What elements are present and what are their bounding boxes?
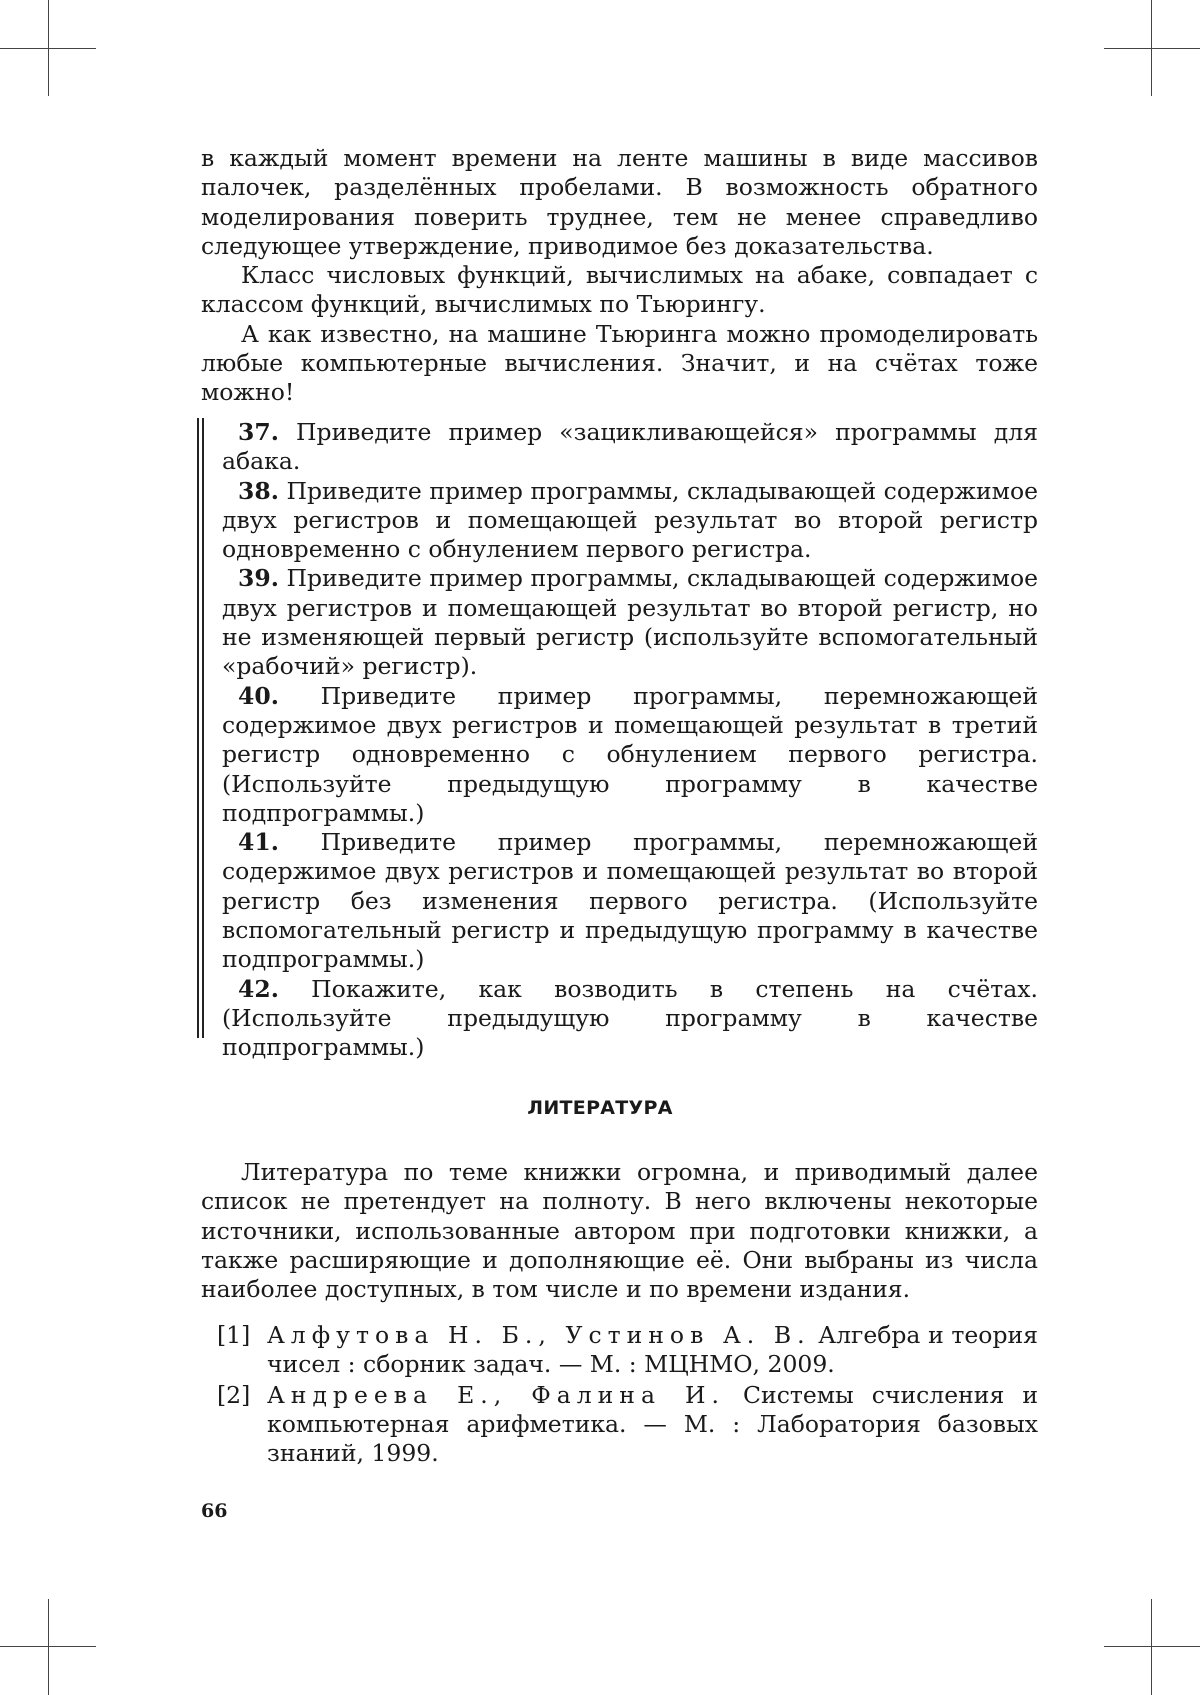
exercise-text: Приведите пример программы, перемножающей содержимое двух регистров и помещающей результат во второй регистр без изменения первого регистра. (Используйте вспомогательный регистр и предыдущую программу в качестве подпрограммы.): [222, 828, 1038, 973]
exercise-item: [222, 564, 1038, 681]
exercise-item: [222, 975, 1038, 1063]
reference-text: Алгебра и теория чисел : сборник задач. — М. : МЦНМО, 2009.: [267, 1321, 1038, 1378]
exercise-text: Приведите пример программы, складывающей содержимое двух регистров и помещающей результат во второй регистр одновременно с обнулением первого регистра.: [222, 477, 1038, 564]
exercise-list: [222, 418, 1038, 1063]
exercise-item: [222, 828, 1038, 974]
exercise-number: 39.: [238, 564, 279, 592]
reference-number: [2]: [217, 1381, 250, 1410]
exercise-item: [222, 477, 1038, 565]
crop-mark: [0, 1646, 96, 1647]
reference-item: [201, 1381, 1038, 1469]
crop-mark: [1104, 48, 1200, 49]
crop-mark: [1104, 1646, 1200, 1647]
paragraph: в каждый момент времени на ленте машины в виде массивов палочек, разделённых пробелами. В возможность обратного моделирования поверить труднее, тем не менее справедливо следующее утверждение, приводимое без доказательства.: [201, 144, 1038, 261]
crop-mark: [48, 1599, 49, 1695]
paragraph: Литература по теме книжки огромна, и приводимый далее список не претендует на полноту. В него включены некоторые источники, использованные автором при подготовки книжки, а также расширяющие и дополняющие её. Они выбраны из числа наиболее доступных, в том числе и по времени издания.: [201, 1158, 1038, 1304]
reference-text: Системы счисления и компьютерная арифметика. — М. : Лаборатория базовых знаний, 1999.: [267, 1381, 1038, 1468]
exercise-bar: [197, 418, 199, 1038]
exercise-number: 42.: [238, 975, 279, 1003]
body-text-top: [201, 144, 1038, 408]
reference-authors: Андреева Е., Фалина И.: [267, 1381, 725, 1409]
exercise-bar: [202, 418, 204, 1038]
section-heading: ЛИТЕРАТУРА: [0, 1097, 1200, 1119]
literature-intro: [201, 1158, 1038, 1304]
exercise-text: Покажите, как возводить в степень на счётах. (Используйте предыдущую программу в качестве подпрограммы.): [222, 975, 1038, 1062]
reference-number: [1]: [217, 1321, 250, 1350]
exercise-item: [222, 418, 1038, 477]
crop-mark: [0, 48, 96, 49]
paragraph: А как известно, на машине Тьюринга можно промоделировать любые компьютерные вычисления. Значит, и на счётах тоже можно!: [201, 320, 1038, 408]
reference-item: [201, 1321, 1038, 1380]
exercise-text: Приведите пример «зацикливающейся» программы для абака.: [222, 418, 1038, 475]
reference-authors: Алфутова Н. Б., Устинов А. В.: [267, 1321, 811, 1349]
exercise-number: 37.: [238, 418, 279, 446]
page-number: 66: [201, 1500, 227, 1522]
exercise-text: Приведите пример программы, складывающей содержимое двух регистров и помещающей результат во второй регистр, но не изменяющей первый регистр (используйте вспомогательный «рабочий» регистр).: [222, 564, 1038, 680]
exercise-number: 40.: [238, 682, 279, 710]
exercise-number: 38.: [238, 477, 279, 505]
exercise-text: Приведите пример программы, перемножающей содержимое двух регистров и помещающей результат в третий регистр одновременно с обнулением первого регистра. (Используйте предыдущую программу в качестве подпрограммы.): [222, 682, 1038, 827]
crop-mark: [1151, 1599, 1152, 1695]
paragraph-statement: Класс числовых функций, вычислимых на абаке, совпадает с классом функций, вычислимых по Тьюрингу.: [201, 261, 1038, 320]
reference-list: [201, 1321, 1038, 1469]
exercises-block: [197, 418, 1038, 1038]
exercise-item: [222, 682, 1038, 828]
exercise-number: 41.: [238, 828, 279, 856]
